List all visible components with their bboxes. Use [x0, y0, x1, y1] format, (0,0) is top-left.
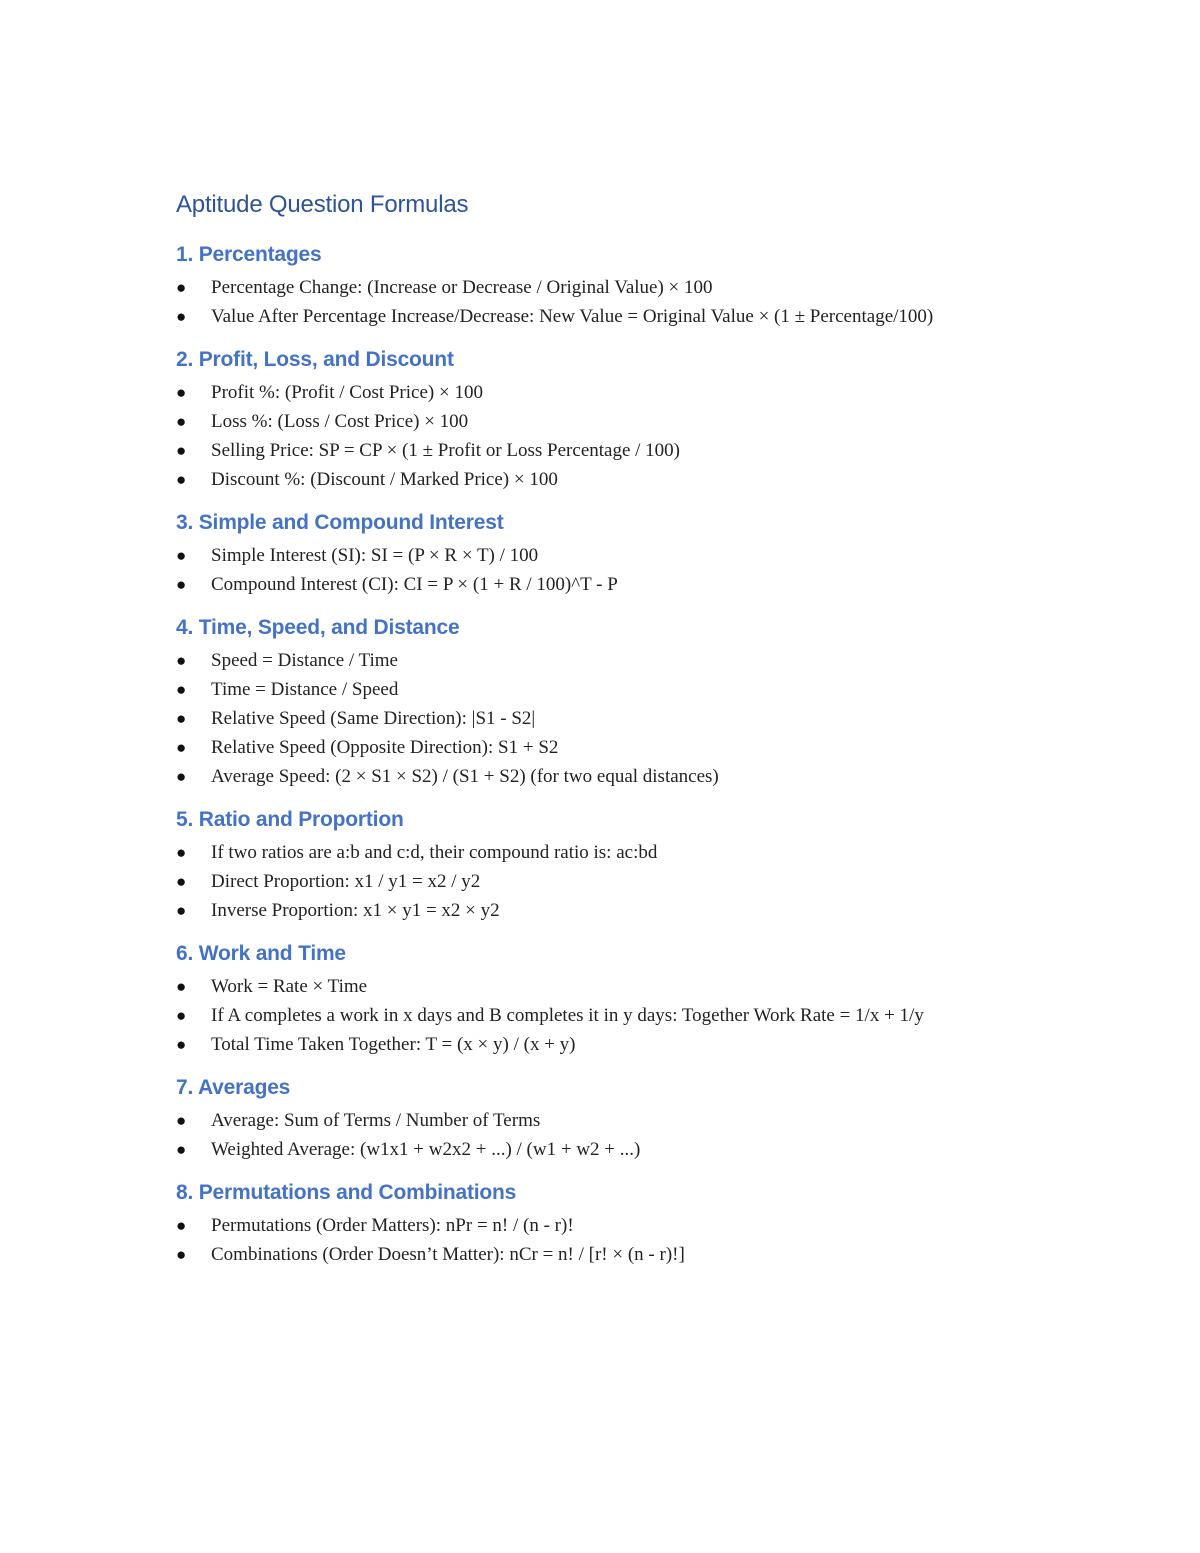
formula-list [176, 273, 1036, 331]
section-ratio-proportion [176, 805, 1036, 925]
list-item [176, 1240, 1011, 1269]
bullet-icon: ● [176, 901, 187, 920]
list-item [176, 646, 1011, 675]
bullet-icon: ● [176, 546, 187, 565]
formula-list [176, 378, 1036, 494]
formula-text: Average Speed: (2 × S1 × S2) / (S1 + S2) (for two equal distances) [211, 766, 719, 787]
bullet-icon: ● [176, 738, 187, 757]
list-item [176, 972, 1011, 1001]
formula-text: Profit %: (Profit / Cost Price) × 100 [211, 382, 483, 403]
section-interest [176, 508, 1036, 599]
formula-text: If A completes a work in x days and B completes it in y days: Together Work Rate = 1/x + 1/y [211, 1005, 924, 1026]
formula-list [176, 972, 1036, 1059]
formula-text: Weighted Average: (w1x1 + w2x2 + ...) / (w1 + w2 + ...) [211, 1139, 641, 1160]
bullet-icon: ● [176, 767, 187, 786]
list-item [176, 541, 1011, 570]
list-item [176, 273, 1011, 302]
bullet-icon: ● [176, 1140, 187, 1159]
section-heading: 3. Simple and Compound Interest [176, 511, 504, 534]
bullet-icon: ● [176, 977, 187, 996]
bullet-icon: ● [176, 1035, 187, 1054]
formula-text: Average: Sum of Terms / Number of Terms [211, 1110, 541, 1131]
formula-text: Direct Proportion: x1 / y1 = x2 / y2 [211, 871, 481, 892]
formula-text: Simple Interest (SI): SI = (P × R × T) / 100 [211, 545, 539, 566]
bullet-icon: ● [176, 278, 187, 297]
formula-text: Value After Percentage Increase/Decrease: New Value = Original Value × (1 ± Percentage/100) [211, 306, 934, 327]
section-time-speed-distance [176, 613, 1036, 791]
formula-text: Discount %: (Discount / Marked Price) × 100 [211, 469, 558, 490]
bullet-icon: ● [176, 412, 187, 431]
bullet-icon: ● [176, 1111, 187, 1130]
formula-text: Total Time Taken Together: T = (x × y) / (x + y) [211, 1034, 576, 1055]
formula-text: Time = Distance / Speed [211, 679, 399, 700]
list-item [176, 570, 1011, 599]
formula-list [176, 838, 1036, 925]
list-item [176, 378, 1011, 407]
formula-list [176, 1211, 1036, 1269]
bullet-icon: ● [176, 872, 187, 891]
list-item [176, 436, 1011, 465]
formula-text: Permutations (Order Matters): nPr = n! / (n - r)! [211, 1215, 574, 1236]
formula-text: Speed = Distance / Time [211, 650, 398, 671]
formula-text: Relative Speed (Opposite Direction): S1 + S2 [211, 737, 559, 758]
section-heading: 7. Averages [176, 1076, 291, 1099]
formula-text: If two ratios are a:b and c:d, their compound ratio is: ac:bd [211, 842, 658, 863]
list-item [176, 675, 1011, 704]
section-heading: 1. Percentages [176, 243, 322, 266]
formula-text: Relative Speed (Same Direction): |S1 - S2| [211, 708, 536, 729]
list-item [176, 1135, 1011, 1164]
formula-text: Selling Price: SP = CP × (1 ± Profit or Loss Percentage / 100) [211, 440, 680, 461]
formula-list [176, 646, 1036, 791]
formula-text: Percentage Change: (Increase or Decrease / Original Value) × 100 [211, 277, 713, 298]
list-item [176, 762, 1011, 791]
bullet-icon: ● [176, 1006, 187, 1025]
section-averages [176, 1073, 1036, 1164]
section-heading: 5. Ratio and Proportion [176, 808, 404, 831]
section-percentages [176, 240, 1036, 331]
bullet-icon: ● [176, 1245, 187, 1264]
list-item [176, 704, 1011, 733]
list-item [176, 838, 1011, 867]
section-heading: 4. Time, Speed, and Distance [176, 616, 460, 639]
bullet-icon: ● [176, 651, 187, 670]
bullet-icon: ● [176, 709, 187, 728]
list-item [176, 302, 1011, 331]
formula-list [176, 1106, 1036, 1164]
formula-text: Inverse Proportion: x1 × y1 = x2 × y2 [211, 900, 500, 921]
formula-list [176, 541, 1036, 599]
formula-text: Combinations (Order Doesn’t Matter): nCr = n! / [r! × (n - r)!] [211, 1244, 685, 1265]
list-item [176, 1211, 1011, 1240]
section-work-time [176, 939, 1036, 1059]
list-item [176, 465, 1011, 494]
list-item [176, 1001, 1011, 1030]
document-page [176, 188, 1036, 1283]
list-item [176, 733, 1011, 762]
bullet-icon: ● [176, 575, 187, 594]
formula-text: Loss %: (Loss / Cost Price) × 100 [211, 411, 469, 432]
list-item [176, 867, 1011, 896]
list-item [176, 407, 1011, 436]
bullet-icon: ● [176, 1216, 187, 1235]
list-item [176, 1106, 1011, 1135]
bullet-icon: ● [176, 843, 187, 862]
list-item [176, 896, 1011, 925]
section-heading: 8. Permutations and Combinations [176, 1181, 517, 1204]
list-item [176, 1030, 1011, 1059]
bullet-icon: ● [176, 383, 187, 402]
formula-text: Compound Interest (CI): CI = P × (1 + R / 100)^T - P [211, 574, 618, 595]
formula-text: Work = Rate × Time [211, 976, 368, 997]
bullet-icon: ● [176, 441, 187, 460]
document-title: Aptitude Question Formulas [176, 191, 469, 218]
bullet-icon: ● [176, 680, 187, 699]
section-profit-loss-discount [176, 345, 1036, 494]
bullet-icon: ● [176, 470, 187, 489]
section-heading: 2. Profit, Loss, and Discount [176, 348, 454, 371]
section-heading: 6. Work and Time [176, 942, 346, 965]
section-permutations-combinations [176, 1178, 1036, 1269]
bullet-icon: ● [176, 307, 187, 326]
